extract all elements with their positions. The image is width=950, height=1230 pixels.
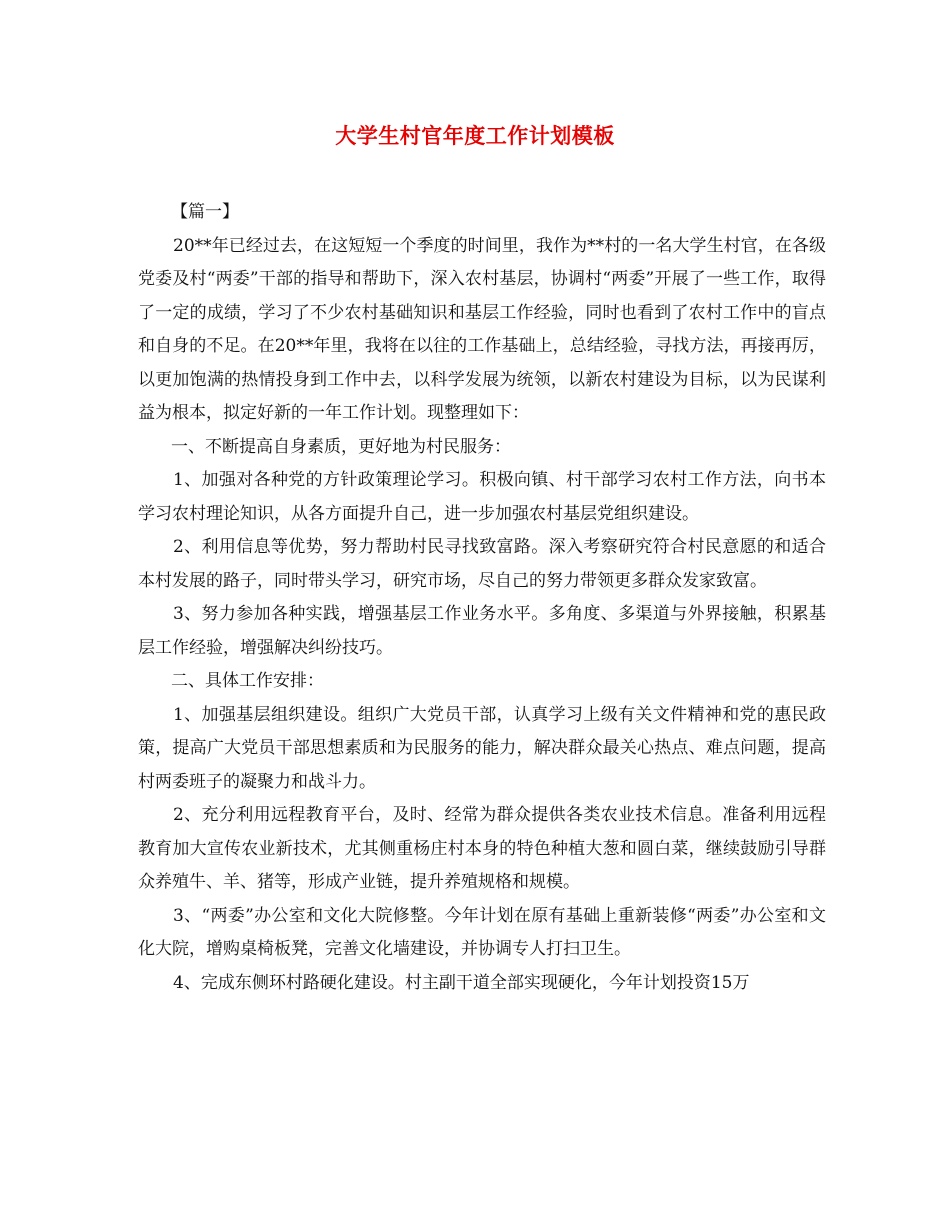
paragraph-item: 1、加强对各种党的方针政策理论学习。积极向镇、村干部学习农村工作方法，向书本学习农村理论知识，从各方面提升自己，进一步加强农村基层党组织建设。 [138,470,826,524]
paragraph-item: 3、“两委”办公室和文化大院修整。今年计划在原有基础上重新装修“两委”办公室和文化大院，增购桌椅板凳，完善文化墙建设，并协调专人打扫卫生。 [138,905,826,959]
paragraph-item: 2、利用信息等优势，努力帮助村民寻找致富路。深入考察研究符合村民意愿的和适合本村发展的路子，同时带头学习，研究市场，尽自己的努力带领更多群众发家致富。 [138,537,826,591]
heading-part-one: 一、不断提高自身素质，更好地为村民服务： [171,436,511,457]
paragraph-item: 1、加强基层组织建设。组织广大党员干部，认真学习上级有关文件精神和党的惠民政策，提高广大党员干部思想素质和为民服务的能力，解决群众最关心热点、难点问题，提高村两委班子的凝聚力和战斗力。 [138,704,826,792]
paragraph-item: 2、充分利用远程教育平台，及时、经常为群众提供各类农业技术信息。准备利用远程教育加大宣传农业新技术，尤其侧重杨庄村本身的特色种植大葱和圆白菜，继续鼓励引导群众养殖牛、羊、猪等，形成产业链，提升养殖规格和规模。 [138,805,826,892]
document-title: 大学生村官年度工作计划模板 [335,124,615,148]
section-label: 【篇一】 [171,202,239,222]
document-body [138,196,826,1000]
heading-part-two: 二、具体工作安排： [171,671,324,691]
paragraph-intro: 20**年已经过去，在这短短一个季度的时间里，我作为**村的一名大学生村官，在各级党委及村“两委”干部的指导和帮助下，深入农村基层，协调村“两委”开展了一些工作，取得了一定的成绩，学习了不少农村基础知识和基层工作经验，同时也看到了农村工作中的盲点和自身的不足。在20**年里，我将在以往的工作基础上，总结经验，寻找方法，再接再厉，以更加饱满的热情投身到工作中去，以科学发展为统领，以新农村建设为目标，以为民谋利益为根本，拟定好新的一年工作计划。现整理如下： [138,235,826,423]
paragraph-item: 3、努力参加各种实践，增强基层工作业务水平。多角度、多渠道与外界接触，积累基层工作经验，增强解决纠纷技巧。 [138,604,826,658]
paragraph-item: 4、完成东侧环村路硬化建设。村主副干道全部实现硬化，今年计划投资15万 [173,972,750,993]
